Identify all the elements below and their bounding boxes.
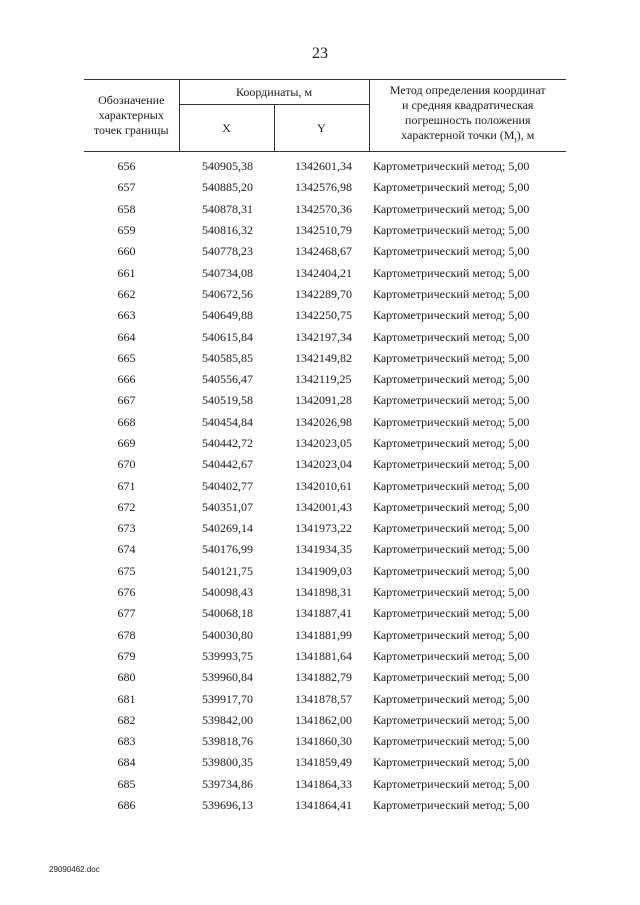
y-coordinate-cell: 1342091,28 bbox=[295, 393, 352, 408]
y-coordinate-cell: 1342001,43 bbox=[295, 499, 352, 514]
method-header-line bbox=[372, 128, 565, 147]
method-cell: Картометрический метод; 5,00 bbox=[373, 521, 530, 536]
method-cell: Картометрический метод; 5,00 bbox=[373, 499, 530, 514]
y-coordinate-cell: 1342468,67 bbox=[295, 244, 352, 259]
point-number-cell: 665 bbox=[117, 350, 136, 365]
x-coordinate-cell: 540098,43 bbox=[202, 585, 253, 600]
method-cell: Картометрический метод; 5,00 bbox=[373, 542, 530, 557]
table-row bbox=[84, 454, 566, 475]
y-coordinate-cell: 1342149,82 bbox=[295, 350, 352, 365]
x-coordinate-cell: 540649,88 bbox=[202, 308, 253, 323]
point-number-cell: 668 bbox=[117, 414, 136, 429]
x-coordinate-cell: 540176,99 bbox=[202, 542, 253, 557]
table-row bbox=[84, 412, 566, 433]
x-coordinate-cell: 540778,23 bbox=[202, 244, 253, 259]
point-number-cell: 682 bbox=[117, 712, 136, 727]
y-coordinate-cell: 1341881,64 bbox=[295, 648, 352, 663]
table-row bbox=[84, 752, 566, 773]
x-coordinate-cell: 540442,67 bbox=[202, 457, 253, 472]
designation-header: Обозначение характерных точек границы bbox=[84, 80, 179, 152]
method-cell: Картометрический метод; 5,00 bbox=[373, 436, 530, 450]
method-cell: Картометрический метод; 5,00 bbox=[373, 563, 530, 578]
table-row bbox=[84, 348, 566, 369]
point-number-cell: 677 bbox=[117, 606, 136, 621]
y-coordinate-cell: 1341881,99 bbox=[295, 627, 352, 642]
y-coordinate-cell: 1342510,79 bbox=[295, 223, 352, 238]
y-coordinate-cell: 1341862,00 bbox=[295, 712, 352, 727]
y-coordinate-cell: 1342289,70 bbox=[295, 286, 352, 301]
table-row bbox=[84, 152, 566, 178]
method-header bbox=[369, 80, 566, 152]
y-coordinate-cell: 1341909,03 bbox=[295, 563, 352, 578]
method-header-line: погрешность положения bbox=[405, 113, 531, 128]
method-cell: Картометрический метод; 5,00 bbox=[373, 712, 530, 727]
x-coordinate-cell: 540734,08 bbox=[202, 265, 253, 280]
coordinates-table bbox=[84, 79, 566, 816]
x-coordinate-cell: 540556,47 bbox=[202, 372, 253, 387]
method-cell: Картометрический метод; 5,00 bbox=[373, 286, 530, 301]
table-row bbox=[84, 774, 566, 795]
method-cell: Картометрический метод; 5,00 bbox=[373, 201, 530, 216]
point-number-cell: 659 bbox=[117, 223, 136, 238]
method-cell: Картометрический метод; 5,00 bbox=[373, 308, 530, 323]
y-column-header: Y bbox=[274, 105, 369, 152]
table-row bbox=[84, 646, 566, 667]
table-row bbox=[84, 688, 566, 709]
x-coordinate-cell: 539993,75 bbox=[202, 648, 253, 663]
method-cell: Картометрический метод; 5,00 bbox=[373, 159, 530, 174]
x-coordinate-cell: 540454,84 bbox=[202, 414, 253, 429]
y-coordinate-cell: 1341864,41 bbox=[295, 798, 352, 813]
coordinates-header: Координаты, м bbox=[179, 80, 369, 105]
x-coordinate-cell: 539960,84 bbox=[202, 670, 253, 685]
x-coordinate-cell: 539818,76 bbox=[202, 734, 253, 749]
page-number: 23 bbox=[312, 45, 328, 62]
table-row bbox=[84, 731, 566, 752]
x-coordinate-cell: 540816,32 bbox=[202, 223, 253, 238]
point-number-cell: 667 bbox=[117, 393, 136, 408]
method-header-subscript: t bbox=[514, 135, 517, 145]
x-coordinate-cell: 539696,13 bbox=[202, 798, 253, 813]
table-row bbox=[84, 667, 566, 688]
table-row bbox=[84, 199, 566, 220]
y-coordinate-cell: 1342601,34 bbox=[295, 159, 352, 174]
method-header-line: и средняя квадратическая bbox=[402, 98, 534, 113]
method-cell: Картометрический метод; 5,00 bbox=[373, 414, 530, 429]
method-cell: Картометрический метод; 5,00 bbox=[373, 329, 530, 344]
y-coordinate-cell: 1341878,57 bbox=[295, 691, 352, 706]
table-row bbox=[84, 603, 566, 624]
point-number-cell: 675 bbox=[117, 563, 136, 578]
x-coordinate-cell: 540878,31 bbox=[202, 201, 253, 216]
table-row bbox=[84, 625, 566, 646]
point-number-cell: 681 bbox=[117, 691, 136, 706]
y-coordinate-cell: 1341973,22 bbox=[295, 521, 352, 536]
point-number-cell: 664 bbox=[117, 329, 136, 344]
table-row bbox=[84, 795, 566, 816]
point-number-cell: 686 bbox=[117, 798, 136, 813]
x-coordinate-cell: 540121,75 bbox=[202, 563, 253, 578]
table-row bbox=[84, 305, 566, 326]
method-cell: Картометрический метод; 5,00 bbox=[373, 265, 530, 280]
point-number-cell: 658 bbox=[117, 201, 136, 216]
method-cell: Картометрический метод; 5,00 bbox=[373, 776, 530, 791]
point-number-cell: 673 bbox=[117, 521, 136, 536]
method-cell: Картометрический метод; 5,00 bbox=[373, 670, 530, 685]
point-number-cell: 685 bbox=[117, 776, 136, 791]
table-row bbox=[84, 518, 566, 539]
point-number-cell: 663 bbox=[117, 308, 136, 323]
y-coordinate-cell: 1341898,31 bbox=[295, 585, 352, 600]
y-coordinate-cell: 1341860,30 bbox=[295, 734, 352, 749]
table-row bbox=[84, 284, 566, 305]
x-coordinate-cell: 539734,86 bbox=[202, 776, 253, 791]
method-cell: Картометрический метод; 5,00 bbox=[373, 755, 530, 770]
y-coordinate-cell: 1342197,34 bbox=[295, 329, 352, 344]
table-row bbox=[84, 539, 566, 560]
method-cell: Картометрический метод; 5,00 bbox=[373, 372, 530, 387]
table-row bbox=[84, 710, 566, 731]
point-number-cell: 671 bbox=[117, 478, 136, 493]
point-number-cell: 683 bbox=[117, 734, 136, 749]
y-coordinate-cell: 1342576,98 bbox=[295, 180, 352, 195]
y-coordinate-cell: 1342023,04 bbox=[295, 457, 352, 472]
point-number-cell: 680 bbox=[117, 670, 136, 685]
point-number-cell: 660 bbox=[117, 244, 136, 259]
x-coordinate-cell: 540885,20 bbox=[202, 180, 253, 195]
method-cell: Картометрический метод; 5,00 bbox=[373, 457, 530, 472]
table-row bbox=[84, 497, 566, 518]
point-number-cell: 672 bbox=[117, 499, 136, 514]
point-number-cell: 657 bbox=[117, 180, 136, 195]
table-row bbox=[84, 262, 566, 283]
method-cell: Картометрический метод; 5,00 bbox=[373, 180, 530, 195]
method-header-prefix: характерной точки (M bbox=[401, 128, 515, 143]
table-row bbox=[84, 475, 566, 496]
method-cell: Картометрический метод; 5,00 bbox=[373, 350, 530, 365]
table-row bbox=[84, 561, 566, 582]
y-coordinate-cell: 1341864,33 bbox=[295, 776, 352, 791]
file-name-footer: 29090462.doc bbox=[49, 865, 100, 874]
point-number-cell: 661 bbox=[117, 265, 136, 280]
method-cell: Картометрический метод; 5,00 bbox=[373, 393, 530, 408]
x-coordinate-cell: 540351,07 bbox=[202, 499, 253, 514]
y-coordinate-cell: 1342023,05 bbox=[295, 436, 352, 450]
method-cell: Картометрический метод; 5,00 bbox=[373, 798, 530, 813]
x-coordinate-cell: 540905,38 bbox=[202, 159, 253, 174]
point-number-cell: 676 bbox=[117, 585, 136, 600]
y-coordinate-cell: 1341859,49 bbox=[295, 755, 352, 770]
method-cell: Картометрический метод; 5,00 bbox=[373, 478, 530, 493]
table-row bbox=[84, 390, 566, 411]
x-coordinate-cell: 540615,84 bbox=[202, 329, 253, 344]
method-cell: Картометрический метод; 5,00 bbox=[373, 223, 530, 238]
x-coordinate-cell: 539842,00 bbox=[202, 712, 253, 727]
y-coordinate-cell: 1342404,21 bbox=[295, 265, 352, 280]
x-coordinate-cell: 540269,14 bbox=[202, 521, 253, 536]
x-coordinate-cell: 539800,35 bbox=[202, 755, 253, 770]
point-number-cell: 674 bbox=[117, 542, 136, 557]
y-coordinate-cell: 1341882,79 bbox=[295, 670, 352, 685]
table-row bbox=[84, 433, 566, 454]
x-coordinate-cell: 540672,56 bbox=[202, 286, 253, 301]
point-number-cell: 670 bbox=[117, 457, 136, 472]
x-coordinate-cell: 540402,77 bbox=[202, 478, 253, 493]
y-coordinate-cell: 1342250,75 bbox=[295, 308, 352, 323]
point-number-cell: 669 bbox=[117, 436, 136, 450]
point-number-cell: 662 bbox=[117, 286, 136, 301]
table-row bbox=[84, 177, 566, 198]
method-cell: Картометрический метод; 5,00 bbox=[373, 734, 530, 749]
method-cell: Картометрический метод; 5,00 bbox=[373, 691, 530, 706]
y-coordinate-cell: 1342570,36 bbox=[295, 201, 352, 216]
method-cell: Картометрический метод; 5,00 bbox=[373, 648, 530, 663]
method-header-line: Метод определения координат bbox=[389, 83, 546, 98]
point-number-cell: 684 bbox=[117, 755, 136, 770]
method-cell: Картометрический метод; 5,00 bbox=[373, 606, 530, 621]
point-number-cell: 678 bbox=[117, 627, 136, 642]
table-body bbox=[84, 152, 566, 817]
point-number-cell: 656 bbox=[117, 159, 136, 174]
x-coordinate-cell: 540519,58 bbox=[202, 393, 253, 408]
point-number-cell: 666 bbox=[117, 372, 136, 387]
point-number-cell: 679 bbox=[117, 648, 136, 663]
y-coordinate-cell: 1342026,98 bbox=[295, 414, 352, 429]
x-column-header: X bbox=[179, 105, 274, 152]
method-cell: Картометрический метод; 5,00 bbox=[373, 244, 530, 259]
y-coordinate-cell: 1342119,25 bbox=[295, 372, 352, 387]
y-coordinate-cell: 1342010,61 bbox=[295, 478, 352, 493]
table-row bbox=[84, 369, 566, 390]
x-coordinate-cell: 540030,80 bbox=[202, 627, 253, 642]
x-coordinate-cell: 540068,18 bbox=[202, 606, 253, 621]
method-cell: Картометрический метод; 5,00 bbox=[373, 585, 530, 600]
x-coordinate-cell: 540585,85 bbox=[202, 350, 253, 365]
table-row bbox=[84, 326, 566, 347]
method-header-suffix: ), м bbox=[516, 128, 535, 143]
table-row bbox=[84, 241, 566, 262]
table-row bbox=[84, 582, 566, 603]
x-coordinate-cell: 540442,72 bbox=[202, 436, 253, 450]
x-coordinate-cell: 539917,70 bbox=[202, 691, 253, 706]
table-row bbox=[84, 220, 566, 241]
y-coordinate-cell: 1341934,35 bbox=[295, 542, 352, 557]
y-coordinate-cell: 1341887,41 bbox=[295, 606, 352, 621]
table-header bbox=[84, 80, 566, 152]
method-cell: Картометрический метод; 5,00 bbox=[373, 627, 530, 642]
